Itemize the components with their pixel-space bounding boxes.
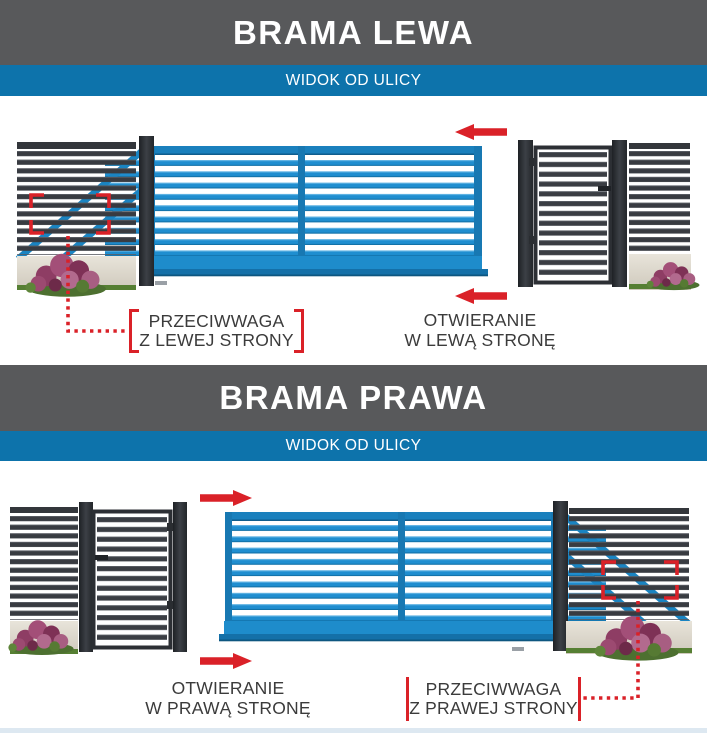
fence-panel-left — [17, 142, 136, 255]
counterweight-label — [129, 309, 304, 353]
red-bracket-left — [129, 309, 139, 353]
footer-strip — [0, 728, 707, 733]
gate-left-drawing — [0, 96, 707, 365]
opening-label-line1: OTWIERANIE — [423, 310, 537, 330]
opening-label — [145, 679, 311, 718]
illustration-brama-lewa — [0, 96, 707, 365]
arrow-right-icon — [200, 490, 252, 506]
fence-panel-right — [569, 508, 689, 620]
counterweight-label-line2: Z LEWEJ STRONY — [139, 330, 294, 350]
sliding-gate — [143, 146, 488, 285]
opening-label-line2: W PRAWĄ STRONĘ — [145, 697, 311, 718]
counterweight-label-line1: PRZECIWWAGA — [148, 310, 285, 331]
counterweight-label — [406, 677, 581, 721]
gate-post — [553, 501, 568, 651]
subtitle-bar-lewa — [0, 65, 707, 96]
counterweight-label-line2: Z PRAWEJ STRONY — [409, 698, 578, 718]
counterweight-label-line1: PRZECIWWAGA — [425, 678, 562, 699]
opening-label-line1: OTWIERANIE — [171, 678, 285, 698]
section-brama-prawa — [0, 365, 707, 728]
fence-panel-left — [10, 507, 78, 620]
title-bar-lewa — [0, 0, 707, 65]
gate-right-drawing — [0, 461, 707, 728]
opening-label-line2: W LEWĄ STRONĘ — [404, 329, 556, 350]
arrow-left-icon — [455, 124, 507, 140]
section-brama-lewa — [0, 0, 707, 365]
arrow-right-icon — [200, 653, 252, 669]
subtitle-bar-prawa — [0, 431, 707, 461]
arrow-left-icon — [455, 288, 507, 304]
wicket-gate — [79, 502, 187, 652]
sliding-gate — [219, 512, 564, 651]
red-bracket-right — [294, 309, 304, 353]
page-title: BRAMA LEWA — [232, 13, 475, 51]
title-bar-prawa — [0, 365, 707, 431]
red-bracket-right — [578, 677, 581, 721]
subtitle: WIDOK OD ULICY — [285, 437, 422, 454]
page-title: BRAMA PRAWA — [219, 379, 488, 416]
wicket-gate — [518, 140, 627, 287]
fence-panel-right — [629, 143, 690, 255]
gate-post — [139, 136, 154, 286]
subtitle: WIDOK OD ULICY — [285, 71, 422, 89]
illustration-brama-prawa — [0, 461, 707, 728]
opening-label — [404, 311, 555, 350]
